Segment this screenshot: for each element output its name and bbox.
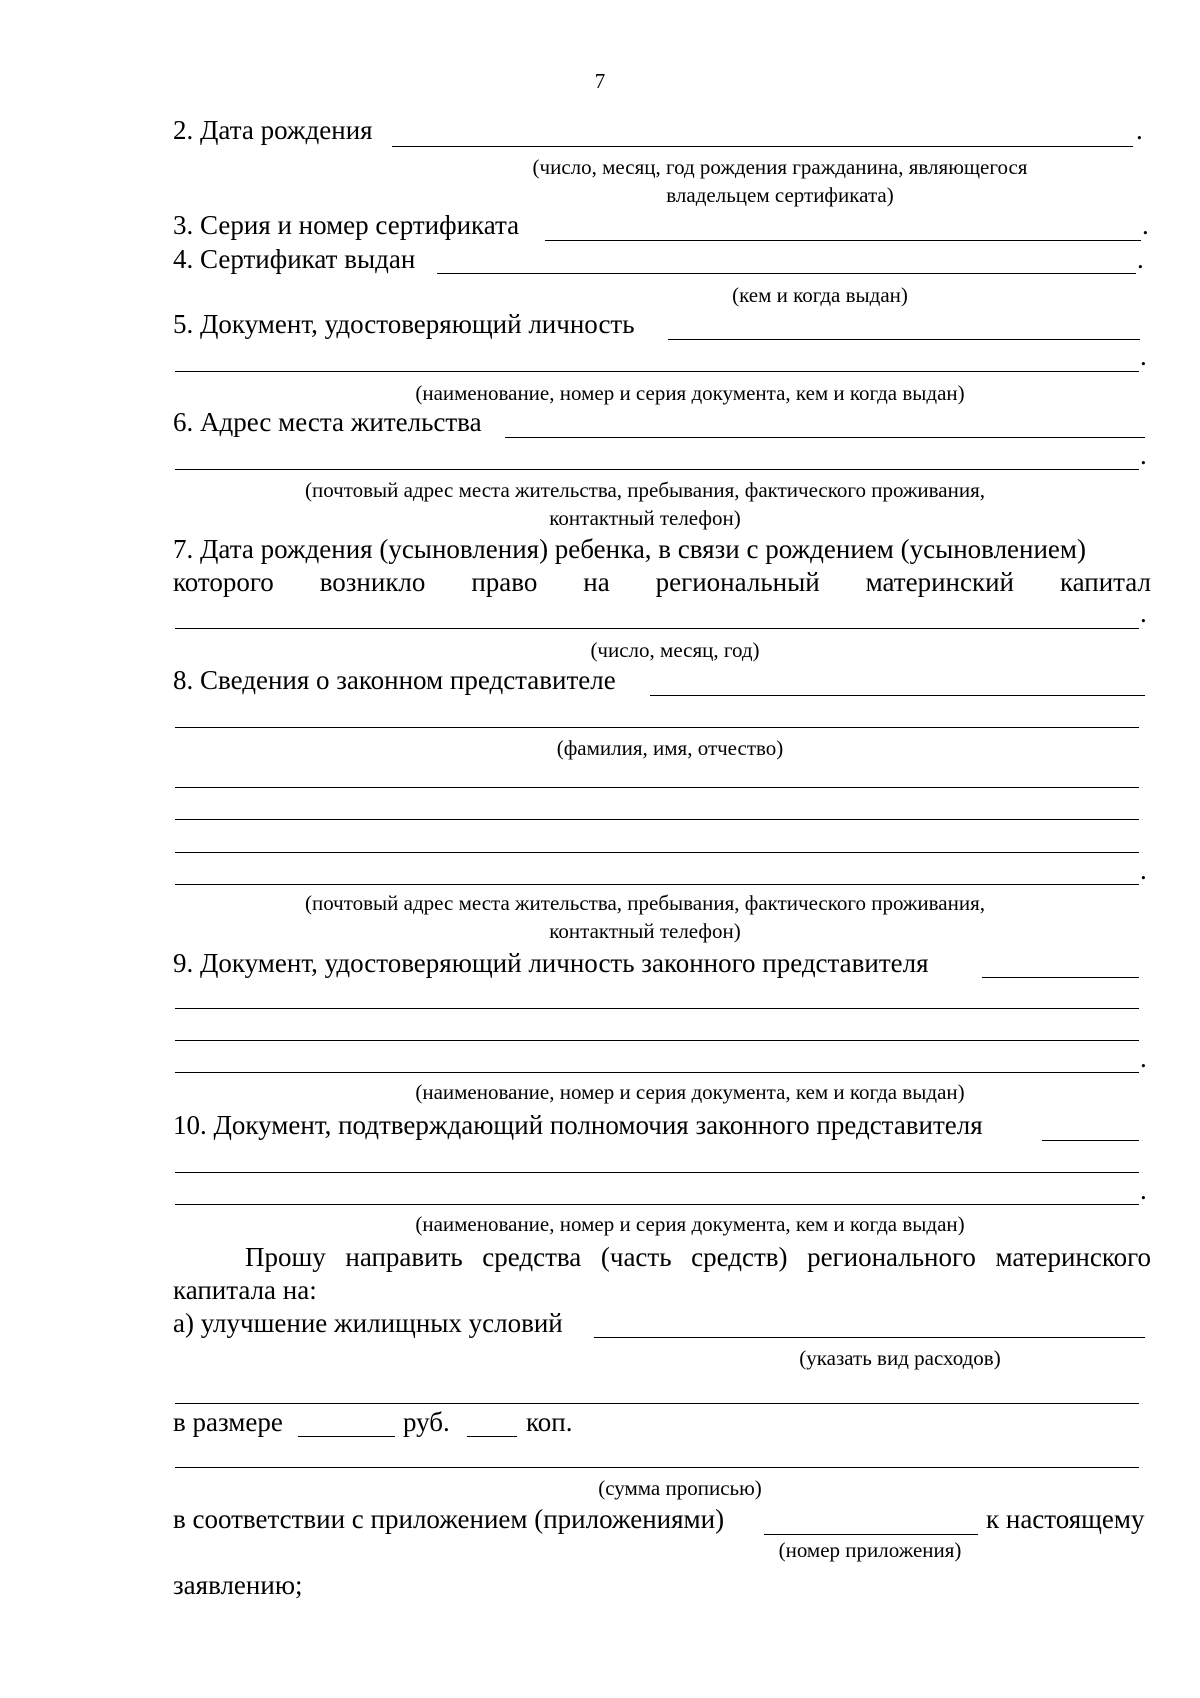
request-a-field-line-2[interactable] (175, 1403, 1139, 1404)
amount-words-note: (сумма прописью) (598, 1476, 762, 1500)
item9-field-line-2[interactable] (175, 1008, 1139, 1009)
item5-note: (наименование, номер и серия документа, кем и когда выдан) (415, 381, 965, 405)
item7-note: (число, месяц, год) (590, 638, 760, 662)
item6-period: . (1140, 440, 1147, 470)
item3-field-line[interactable] (545, 240, 1141, 241)
amount-kop-field[interactable] (467, 1436, 517, 1437)
item10-period: . (1140, 1175, 1147, 1205)
appendix-suffix: к настоящему (986, 1504, 1145, 1534)
item2-label: 2. Дата рождения (173, 115, 373, 145)
item9-field-line-1[interactable] (982, 977, 1139, 978)
item7-line1: 7. Дата рождения (усыновления) ребенка, в связи с рождением (усыновлением) (173, 534, 1086, 564)
item7-word: капитал (1059, 567, 1151, 597)
amount-prefix: в размере (173, 1407, 283, 1437)
item2-note-line1: (число, месяц, год рождения гражданина, являющегося (532, 155, 1028, 179)
item9-field-line-4[interactable] (175, 1072, 1139, 1073)
item6-field-line-2[interactable] (175, 469, 1139, 470)
item2-period: . (1136, 115, 1143, 145)
item9-label: 9. Документ, удостоверяющий личность законного представителя (173, 948, 929, 978)
item2-field-line[interactable] (392, 146, 1133, 147)
item8-address-line-3[interactable] (175, 852, 1139, 853)
item10-label: 10. Документ, подтверждающий полномочия законного представителя (173, 1110, 983, 1140)
item8-note-addr-line1: (почтовый адрес места жительства, пребывания, фактического проживания, (304, 891, 986, 915)
item10-field-line-3[interactable] (175, 1204, 1139, 1205)
item3-label: 3. Серия и номер сертификата (173, 210, 520, 240)
item5-period: . (1140, 341, 1147, 371)
item5-label: 5. Документ, удостоверяющий личность (173, 309, 635, 339)
amount-rub-field[interactable] (298, 1436, 395, 1437)
item7-field-line[interactable] (175, 628, 1139, 629)
item4-note: (кем и когда выдан) (732, 283, 908, 307)
item2-note-line2: владельцем сертификата) (666, 183, 894, 207)
item3-period: . (1142, 210, 1149, 240)
item7-word: возникло (319, 567, 426, 597)
request-a-note: (указать вид расходов) (799, 1346, 1001, 1370)
item7-word: право (471, 567, 538, 597)
item8-label: 8. Сведения о законном представителе (173, 665, 616, 695)
request-last-line: заявлению; (173, 1570, 303, 1600)
item7-word: материнский (865, 567, 1014, 597)
item4-label: 4. Сертификат выдан (173, 244, 416, 274)
item10-field-line-2[interactable] (175, 1172, 1139, 1173)
request-word: регионального (807, 1242, 976, 1272)
item5-field-line-2[interactable] (175, 371, 1139, 372)
appendix-note: (номер приложения) (778, 1538, 962, 1562)
request-word: (часть (600, 1242, 672, 1272)
page-number: 7 (594, 69, 606, 93)
appendix-prefix: в соответствии с приложением (приложениями) (173, 1504, 725, 1534)
item4-field-line[interactable] (437, 273, 1136, 274)
item9-field-line-3[interactable] (175, 1040, 1139, 1041)
item4-period: . (1137, 244, 1144, 274)
item6-field-line-1[interactable] (505, 437, 1145, 438)
item9-note: (наименование, номер и серия документа, кем и когда выдан) (415, 1080, 965, 1104)
item5-field-line-1[interactable] (668, 339, 1140, 340)
item10-note: (наименование, номер и серия документа, кем и когда выдан) (415, 1212, 965, 1236)
item7-word: которого (173, 567, 274, 597)
amount-words-field[interactable] (175, 1467, 1139, 1468)
appendix-number-field[interactable] (764, 1534, 978, 1535)
request-word: средств) (691, 1242, 788, 1272)
item7-line2 (173, 566, 1151, 598)
item7-period: . (1140, 598, 1147, 628)
request-line2: капитала на: (173, 1275, 317, 1305)
item8-address-line-1[interactable] (175, 787, 1139, 788)
item8-period: . (1140, 855, 1147, 885)
item10-field-line-1[interactable] (1042, 1140, 1139, 1141)
item6-note-line2: контактный телефон) (549, 506, 741, 530)
item7-word: региональный (655, 567, 820, 597)
item7-word: на (583, 567, 610, 597)
amount-kop-label: коп. (526, 1407, 573, 1437)
item9-period: . (1140, 1043, 1147, 1073)
item6-label: 6. Адрес места жительства (173, 407, 482, 437)
request-word: Прошу (245, 1242, 326, 1272)
request-word: средства (482, 1242, 582, 1272)
request-word: материнского (995, 1242, 1151, 1272)
request-a-label: а) улучшение жилищных условий (173, 1308, 563, 1338)
item8-address-line-2[interactable] (175, 819, 1139, 820)
request-word: направить (345, 1242, 463, 1272)
item6-note-line1: (почтовый адрес места жительства, пребывания, фактического проживания, (304, 478, 986, 502)
request-line1 (245, 1241, 1151, 1273)
item8-field-line-1[interactable] (650, 695, 1145, 696)
request-a-field-line[interactable] (594, 1337, 1145, 1338)
item8-field-line-2[interactable] (175, 727, 1139, 728)
item8-note-addr-line2: контактный телефон) (549, 919, 741, 943)
item8-address-line-4[interactable] (175, 884, 1139, 885)
item8-note-name: (фамилия, имя, отчество) (556, 736, 784, 760)
amount-rub-label: руб. (403, 1407, 450, 1437)
